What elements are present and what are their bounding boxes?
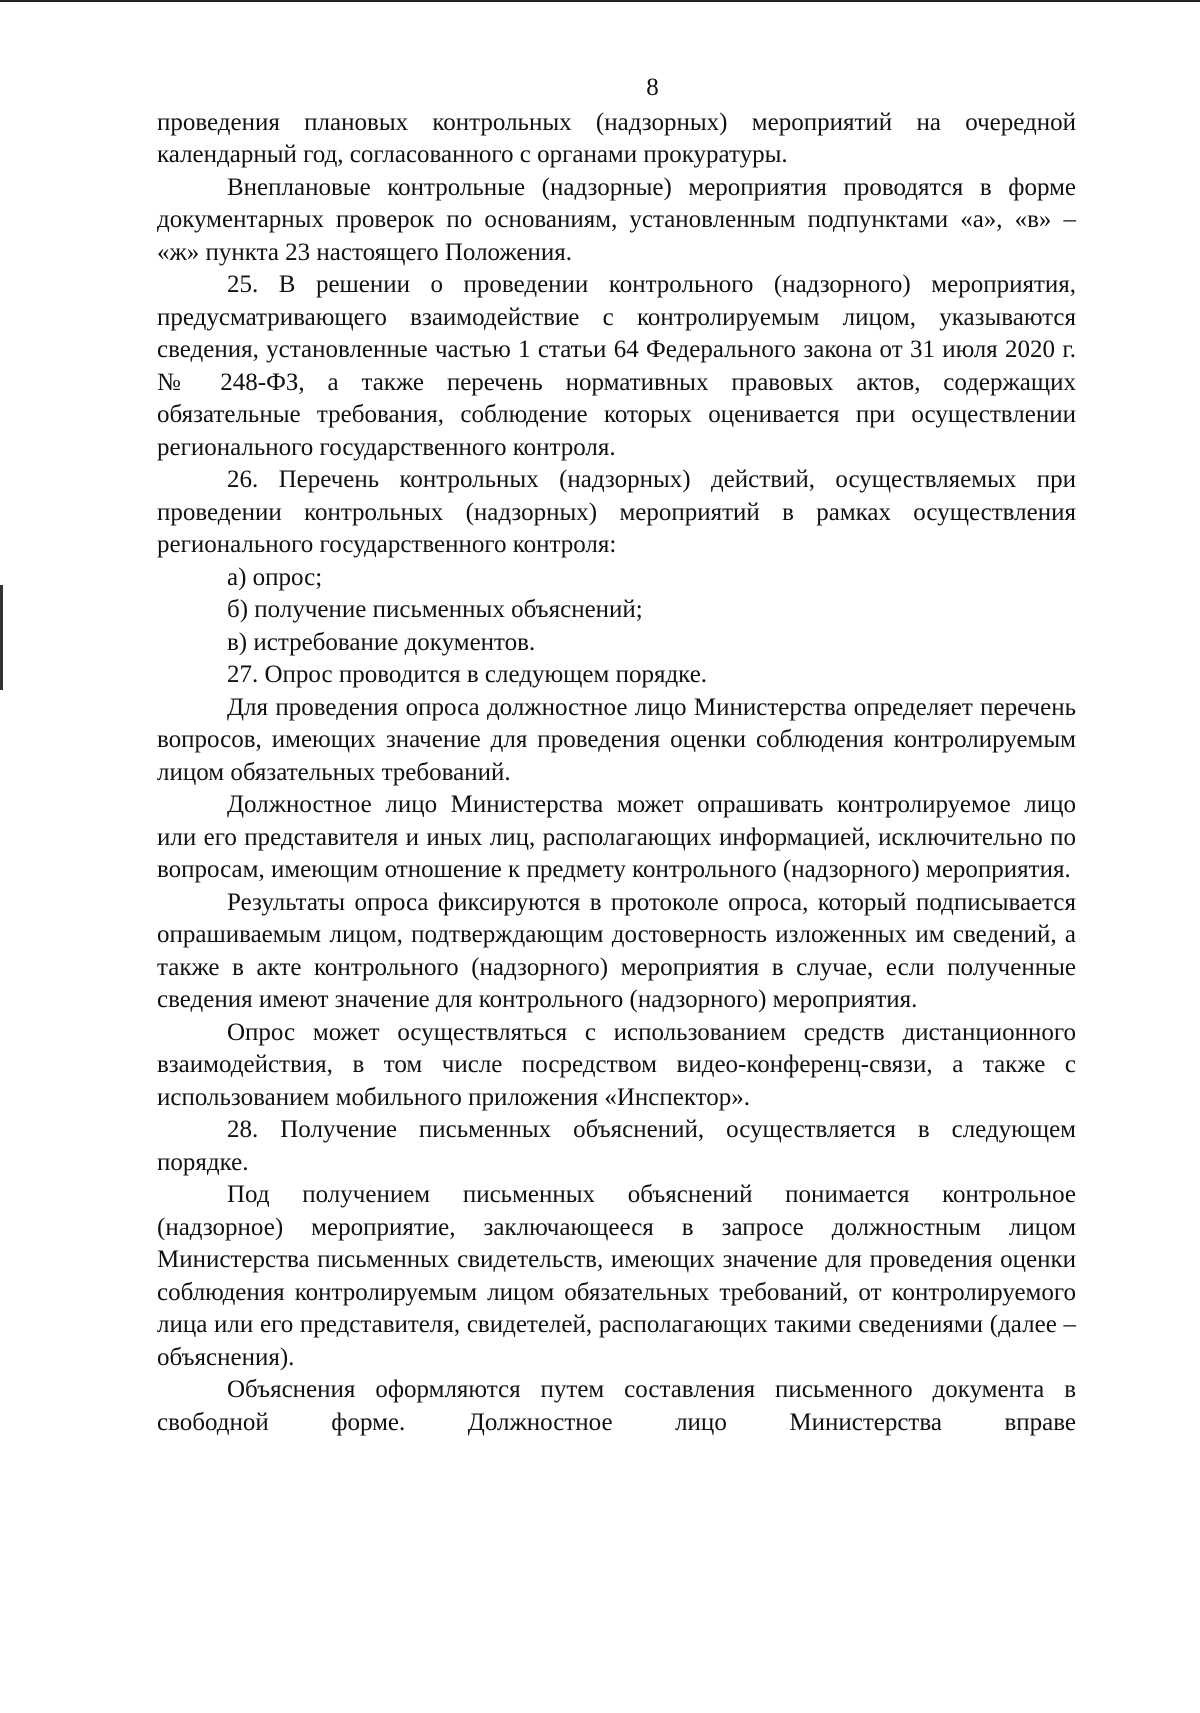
paragraph-3: 25. В решении о проведении контрольного (надзорного) мероприятия, предусматривающего взаимодействие с контролируемым лицом, указываются сведения, установленные частью 1 статьи 64 Федерального закона от 31 июля 2020 г. № 248-ФЗ, а также перечень нормативных правовых актов, содержащих обязательные требования, соблюдение которых оценивается при осуществлении регионального государственного контроля. — [157, 271, 1076, 461]
paragraph-15: Объяснения оформляются путем составления письменного документа в свободной форме. Должностное лицо Министерства вправе — [157, 1376, 1076, 1436]
paragraph-11: Результаты опроса фиксируются в протоколе опроса, который подписывается опрашиваемым лицом, подтверждающим достоверность изложенных им сведений, а также в акте контрольного (надзорного) мероприятия в случае, если полученные сведения имеют значение для контрольного (надзорного) мероприятия. — [157, 888, 1076, 1013]
scan-edge-mark — [0, 585, 3, 690]
paragraph-2: Внеплановые контрольные (надзорные) мероприятия проводятся в форме документарных проверок по основаниям, установленным подпунктами «а», «в» – «ж» пункта 23 настоящего Положения. — [157, 173, 1076, 266]
paragraph-12: Опрос может осуществляться с использованием средств дистанционного взаимодействия, в том числе посредством видео-конференц-связи, а также с использованием мобильного приложения «Инспектор». — [157, 1018, 1076, 1111]
list-item-b: б) получение письменных объяснений; — [227, 596, 643, 623]
paragraph-10: Должностное лицо Министерства может опрашивать контролируемое лицо или его представителя и иных лиц, располагающих информацией, исключительно по вопросам, имеющим отношение к предмету контрольного (надзорного) мероприятия. — [157, 791, 1076, 883]
paragraph-1: проведения плановых контрольных (надзорных) мероприятий на очередной календарный год, согласованного с органами прокуратуры. — [157, 108, 1076, 168]
scan-top-border — [0, 0, 1200, 2]
paragraph-13: 28. Получение письменных объяснений, осуществляется в следующем порядке. — [157, 1116, 1076, 1176]
document-body — [157, 107, 1076, 1440]
paragraph-27: 27. Опрос проводится в следующем порядке. — [227, 661, 708, 688]
page-number: 8 — [646, 74, 659, 101]
list-item-c: в) истребование документов. — [227, 628, 536, 656]
paragraph-14: Под получением письменных объяснений понимается контрольное (надзорное) мероприятие, заключающееся в запросе должностным лицом Министерства письменных свидетельств, имеющих значение для проведения оценки соблюдения контролируемым лицом обязательных требований, от контролируемого лица или его представителя, свидетелей, располагающих такими сведениями (далее – объяснения). — [157, 1181, 1076, 1371]
paragraph-9: Для проведения опроса должностное лицо Министерства определяет перечень вопросов, имеющих значение для проведения оценки соблюдения контролируемым лицом обязательных требований. — [157, 693, 1076, 786]
list-item-a: а) опрос; — [227, 563, 323, 591]
paragraph-4: 26. Перечень контрольных (надзорных) действий, осуществляемых при проведении контрольных (надзорных) мероприятий в рамках осуществления регионального государственного контроля: — [157, 466, 1076, 558]
